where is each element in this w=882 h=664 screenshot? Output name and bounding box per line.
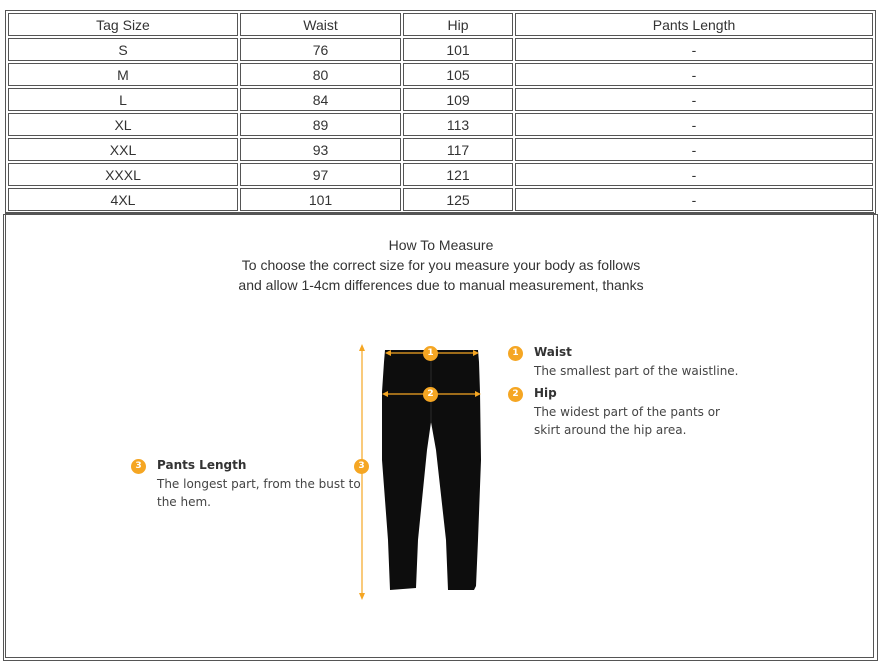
cell-hip: 109 <box>403 88 513 111</box>
cell-waist: 93 <box>240 138 401 161</box>
guide-line-1: To choose the correct size for you measure your body as follows <box>241 257 641 273</box>
note-waist-text: The smallest part of the waistline. <box>534 364 739 378</box>
note-hip-title: Hip <box>534 386 557 400</box>
cell-size: XL <box>8 113 238 136</box>
header-hip: Hip <box>403 13 513 36</box>
table-row <box>8 63 873 86</box>
cell-length: - <box>515 63 873 86</box>
cell-size: L <box>8 88 238 111</box>
cell-length: - <box>515 188 873 211</box>
cell-hip: 113 <box>403 113 513 136</box>
note-length-title: Pants Length <box>157 458 247 472</box>
cell-size: XXL <box>8 138 238 161</box>
table-row <box>8 188 873 211</box>
cell-waist: 80 <box>240 63 401 86</box>
cell-hip: 125 <box>403 188 513 211</box>
cell-length: - <box>515 38 873 61</box>
note-length-text-2: the hem. <box>157 495 211 509</box>
cell-length: - <box>515 163 873 186</box>
badge-waist-marker: 1 <box>423 346 438 361</box>
cell-waist: 84 <box>240 88 401 111</box>
cell-hip: 101 <box>403 38 513 61</box>
header-tag-size: Tag Size <box>8 13 238 36</box>
note-hip-text-2: skirt around the hip area. <box>534 423 687 437</box>
cell-size: 4XL <box>8 188 238 211</box>
badge-length: 3 <box>131 459 146 474</box>
table-row <box>8 138 873 161</box>
badge-hip: 2 <box>508 387 523 402</box>
guide-title: How To Measure <box>388 237 494 253</box>
cell-size: M <box>8 63 238 86</box>
header-pants-length: Pants Length <box>515 13 873 36</box>
cell-waist: 89 <box>240 113 401 136</box>
badge-waist: 1 <box>508 346 523 361</box>
table-row <box>8 38 873 61</box>
cell-waist: 76 <box>240 38 401 61</box>
note-waist-title: Waist <box>534 345 572 359</box>
badge-length-marker: 3 <box>354 459 369 474</box>
table-header-row <box>8 13 873 36</box>
cell-size: S <box>8 38 238 61</box>
cell-waist: 101 <box>240 188 401 211</box>
header-waist: Waist <box>240 13 401 36</box>
cell-waist: 97 <box>240 163 401 186</box>
cell-size: XXXL <box>8 163 238 186</box>
size-table <box>5 10 876 214</box>
cell-length: - <box>515 88 873 111</box>
cell-hip: 105 <box>403 63 513 86</box>
cell-hip: 121 <box>403 163 513 186</box>
cell-length: - <box>515 113 873 136</box>
table-row <box>8 113 873 136</box>
cell-length: - <box>515 138 873 161</box>
table-row <box>8 88 873 111</box>
guide-line-2: and allow 1-4cm differences due to manual measurement, thanks <box>238 277 644 293</box>
note-length-text-1: The longest part, from the bust to <box>157 477 361 491</box>
cell-hip: 117 <box>403 138 513 161</box>
note-hip-text-1: The widest part of the pants or <box>534 405 720 419</box>
badge-hip-marker: 2 <box>423 387 438 402</box>
table-row <box>8 163 873 186</box>
